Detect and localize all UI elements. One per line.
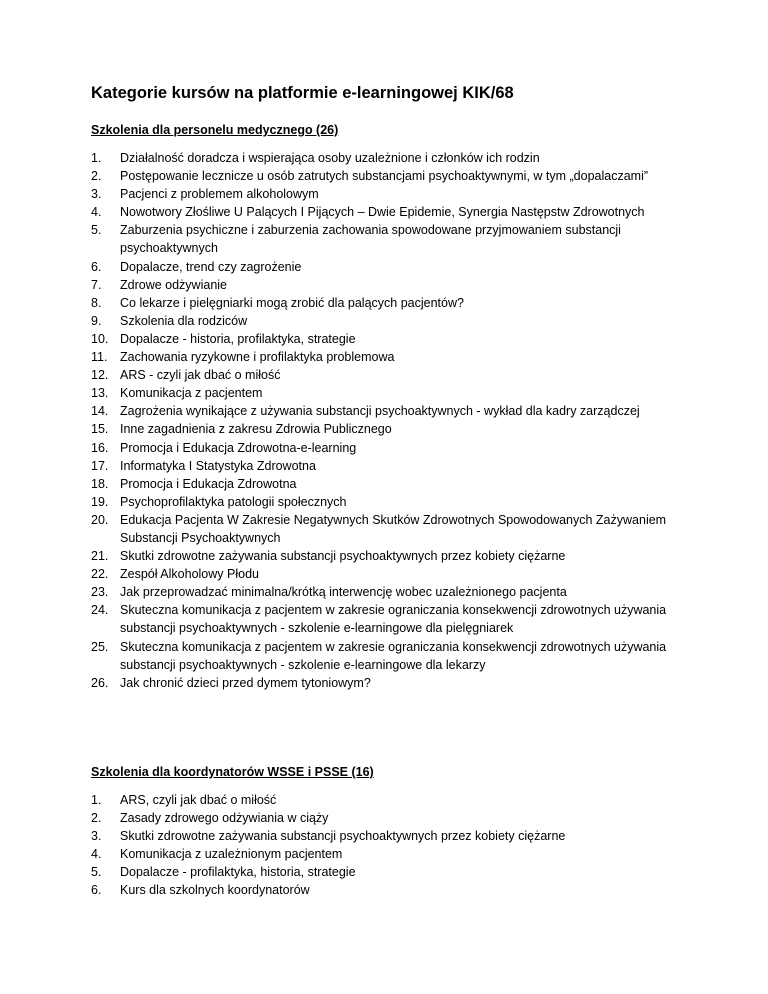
list-item-number: 8. [91, 295, 102, 310]
list-item [91, 565, 691, 583]
list-item-number: 4. [91, 205, 102, 220]
list-item [91, 294, 691, 312]
list-item-text: Skutki zdrowotne zażywania substancji psychoaktywnych przez kobiety ciężarne [120, 829, 566, 844]
list-item-number: 20. [91, 512, 109, 527]
list-item-text: ARS, czyli jak dbać o miłość [120, 793, 277, 807]
list-item-number: 15. [91, 422, 109, 437]
list-item [91, 638, 691, 674]
list-item-number: 9. [91, 313, 102, 328]
list-item [91, 583, 691, 601]
list-item-text: Skuteczna komunikacja z pacjentem w zakresie ograniczania konsekwencji zdrowotnych używania substancji psychoaktywnych - szkolenie e-learningowe dla lekarzy [120, 639, 667, 672]
list-item-text: Jak przeprowadzać minimalna/krótką interwencję wobec uzależnionego pacjenta [120, 585, 567, 600]
list-item-text: Edukacja Pacjenta W Zakresie Negatywnych Skutków Zdrowotnych Spowodowanych Zażywaniem Substancji Psychoaktywnych [120, 512, 667, 545]
list-item [91, 276, 691, 294]
list-item [91, 601, 691, 637]
list-item [91, 167, 691, 185]
list-item-text: Inne zagadnienia z zakresu Zdrowia Publicznego [120, 422, 392, 437]
list-item [91, 258, 691, 276]
list-item-text: Zagrożenia wynikające z używania substancji psychoaktywnych - wykład dla kadry zarządczej [120, 404, 640, 419]
list-item-number: 24. [91, 603, 109, 618]
list-item [91, 420, 691, 438]
list-item-text: Dopalacze - historia, profilaktyka, strategie [120, 331, 356, 346]
list-item-number: 3. [91, 829, 102, 844]
list-item-text: Zachowania ryzykowne i profilaktyka problemowa [120, 350, 395, 365]
list-item-number: 13. [91, 386, 109, 401]
list-item [91, 881, 691, 899]
list-item-text: Pacjenci z problemem alkoholowym [120, 187, 319, 202]
list-item [91, 475, 691, 493]
list-item [91, 330, 691, 348]
list-item-text: Jak chronić dzieci przed dymem tytoniowym? [120, 675, 371, 690]
list-item [91, 863, 691, 881]
section-heading-medical-staff: Szkolenia dla personelu medycznego (26) [91, 123, 339, 137]
list-item-text: Szkolenia dla rodziców [120, 313, 248, 328]
list-item [91, 791, 691, 809]
list-item-number: 3. [91, 187, 102, 202]
list-item-text: Nowotwory Złośliwe U Palących I Pijących – Dwie Epidemie, Synergia Następstw Zdrowotnych [120, 205, 645, 220]
list-item-text: Promocja i Edukacja Zdrowotna [120, 476, 297, 491]
list-item-text: Dopalacze - profilaktyka, historia, strategie [120, 865, 356, 880]
list-item-text: Informatyka I Statystyka Zdrowotna [120, 458, 316, 473]
list-item-text: Kurs dla szkolnych koordynatorów [120, 883, 310, 898]
list-item [91, 348, 691, 366]
list-item-number: 1. [91, 793, 102, 807]
list-item [91, 149, 691, 167]
list-item-text: Komunikacja z uzależnionym pacjentem [120, 847, 343, 862]
list-item [91, 366, 691, 384]
list-item [91, 457, 691, 475]
course-list-coordinators [91, 791, 691, 900]
list-item-number: 19. [91, 494, 109, 509]
list-item-number: 4. [91, 847, 102, 862]
list-item-text: Komunikacja z pacjentem [120, 386, 263, 401]
list-item-number: 22. [91, 567, 109, 582]
list-item-text: ARS - czyli jak dbać o miłość [120, 368, 281, 383]
list-item-number: 25. [91, 639, 109, 654]
course-list-medical-staff [91, 149, 691, 692]
list-item-text: Zespół Alkoholowy Płodu [120, 567, 259, 582]
list-item-number: 12. [91, 368, 109, 383]
list-item-text: Co lekarze i pielęgniarki mogą zrobić dla palących pacjentów? [120, 295, 464, 310]
list-item-text: Skutki zdrowotne zażywania substancji psychoaktywnych przez kobiety ciężarne [120, 549, 566, 564]
list-item [91, 439, 691, 457]
list-item-number: 2. [91, 811, 102, 826]
list-item-number: 1. [91, 151, 102, 165]
list-item-text: Promocja i Edukacja Zdrowotna-e-learning [120, 440, 357, 455]
list-item-text: Dopalacze, trend czy zagrożenie [120, 259, 302, 274]
list-item-number: 26. [91, 675, 109, 690]
list-item-number: 6. [91, 883, 102, 898]
list-item-number: 11. [91, 350, 108, 365]
list-item-number: 21. [91, 549, 109, 564]
list-item-number: 17. [91, 458, 109, 473]
list-item-text: Zasady zdrowego odżywiania w ciąży [120, 811, 329, 826]
list-item-number: 23. [91, 585, 109, 600]
list-item [91, 185, 691, 203]
list-item-number: 5. [91, 865, 102, 880]
list-item-number: 2. [91, 169, 102, 184]
document-title: Kategorie kursów na platformie e-learningowej KIK/68 [91, 84, 514, 102]
list-item-text: Skuteczna komunikacja z pacjentem w zakresie ograniczania konsekwencji zdrowotnych używania substancji psychoaktywnych - szkolenie e-learningowe dla pielęgniarek [120, 603, 667, 636]
list-item-text: Postępowanie lecznicze u osób zatrutych substancjami psychoaktywnymi, w tym „dopalaczami” [120, 169, 649, 184]
list-item [91, 493, 691, 511]
list-item-number: 6. [91, 259, 102, 274]
list-item [91, 674, 691, 692]
list-item [91, 547, 691, 565]
section-heading-coordinators: Szkolenia dla koordynatorów WSSE i PSSE (16) [91, 765, 374, 779]
list-item-text: Działalność doradcza i wspierająca osoby uzależnione i członków ich rodzin [120, 151, 540, 165]
list-item-text: Zdrowe odżywianie [120, 277, 227, 292]
list-item-number: 10. [91, 331, 109, 346]
list-item-number: 5. [91, 223, 102, 238]
list-item [91, 384, 691, 402]
list-item [91, 511, 691, 547]
list-item [91, 203, 691, 221]
list-item [91, 402, 691, 420]
list-item-number: 18. [91, 476, 109, 491]
list-item [91, 809, 691, 827]
list-item [91, 312, 691, 330]
list-item-number: 16. [91, 440, 109, 455]
list-item [91, 221, 691, 257]
list-item-number: 7. [91, 277, 102, 292]
list-item-text: Zaburzenia psychiczne i zaburzenia zachowania spowodowane przyjmowaniem substancji psychoaktywnych [120, 223, 621, 256]
list-item-number: 14. [91, 404, 109, 419]
list-item [91, 845, 691, 863]
list-item [91, 827, 691, 845]
list-item-text: Psychoprofilaktyka patologii społecznych [120, 494, 347, 509]
